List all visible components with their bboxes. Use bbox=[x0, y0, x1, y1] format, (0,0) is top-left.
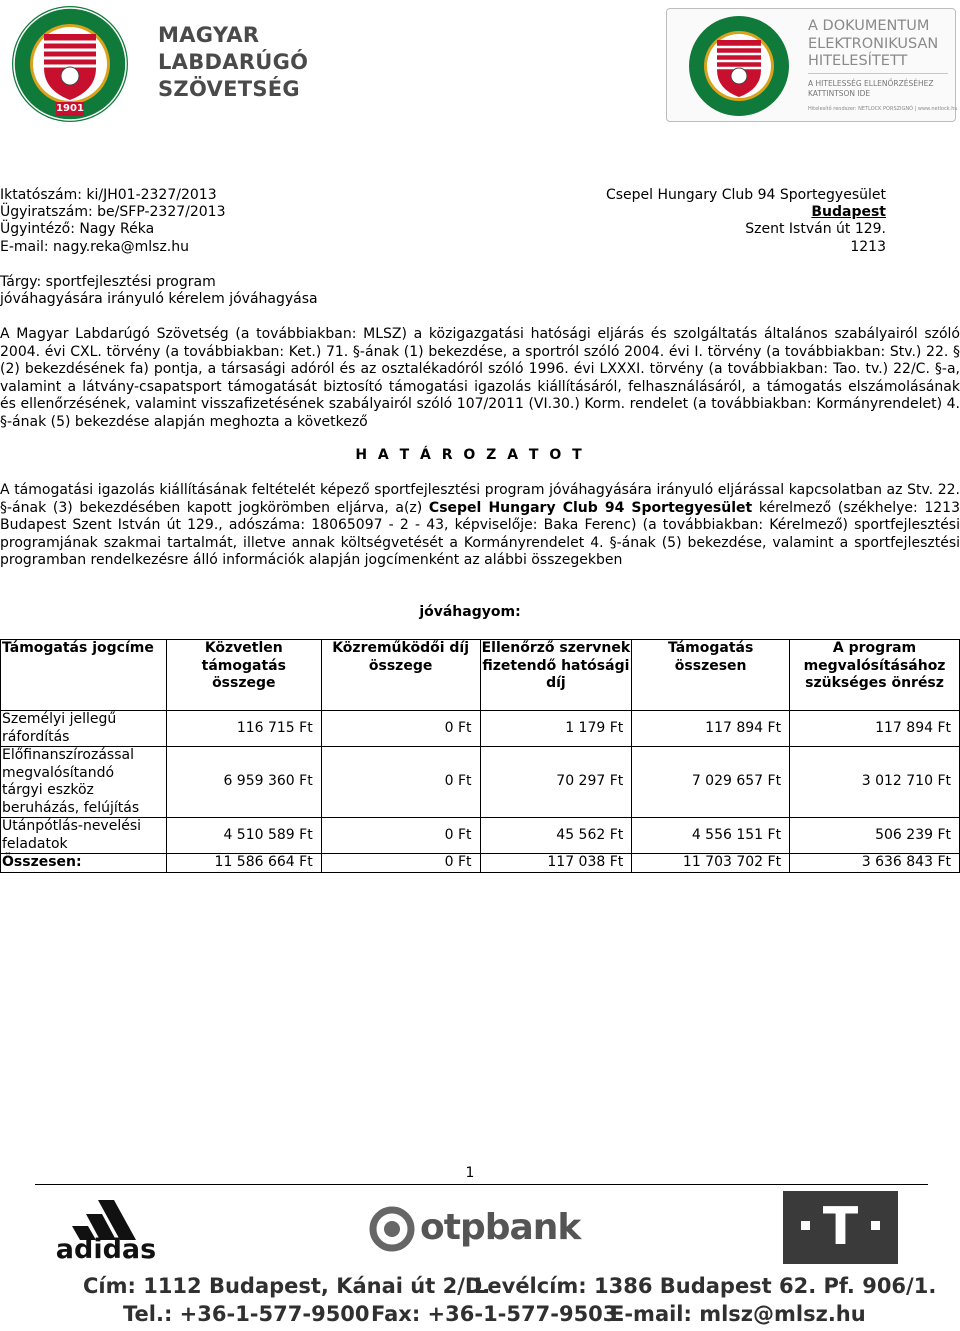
table-cell: 0 Ft bbox=[321, 711, 480, 747]
telekom-t-icon: T bbox=[822, 1197, 859, 1257]
stamp-check-link[interactable] bbox=[808, 79, 934, 99]
table-cell: 0 Ft bbox=[321, 747, 480, 818]
recipient-city: Budapest bbox=[811, 204, 886, 220]
stamp-line: HITELESÍTETT bbox=[808, 53, 908, 69]
recipient-name: Csepel Hungary Club 94 Sportegyesület bbox=[605, 187, 886, 203]
table-cell: 11 586 664 Ft bbox=[166, 854, 321, 873]
approve-label: jóváhagyom: bbox=[419, 604, 521, 620]
decision-text: A támogatási igazolás kiállításának feltételét képező sportfejlesztési program jóváhagyására irányuló eljárással kapcsolatban az Stv. 22. §-ának (3) bekezdésében kapott jogkörömben eljárva, a(z) bbox=[0, 482, 960, 516]
telekom-logo bbox=[783, 1191, 898, 1264]
table-cell: Személyi jellegű ráfordítás bbox=[1, 711, 167, 747]
table-header: Ellenőrző szervnek fizetendő hatósági díj bbox=[480, 640, 632, 711]
footer-divider bbox=[35, 1184, 928, 1185]
table-cell: 45 562 Ft bbox=[480, 818, 632, 854]
table-header-row bbox=[1, 640, 960, 711]
table-cell: Összesen: bbox=[1, 854, 167, 873]
stamp-line: A DOKUMENTUM bbox=[808, 18, 930, 34]
footer-tel: Tel.: +36-1-577-9500 bbox=[123, 1302, 370, 1326]
grant-table bbox=[0, 639, 960, 873]
decision-text: kérelmező (székhelye: 1213 Budapest Szent István út 129., adószáma: 18065097 - 2 - 43, képviselője: Baka Ferenc) (a továbbiakban: Kérelmező) sportfejlesztési programjának szakmai tartalmát, illetve annak költségvetését a Kormányrendelet 4. §-ának (5) bekezdése, valamint a sportfejlesztési programban rendelkezésre álló információk alapján jogcímenként az alábbi összegekben bbox=[0, 499, 960, 568]
filing-number: Iktatószám: ki/JH01-2327/2013 bbox=[0, 187, 217, 203]
table-header: A program megvalósításához szükséges önrész bbox=[790, 640, 960, 711]
table-cell: 3 012 710 Ft bbox=[790, 747, 960, 818]
footer-address: Cím: 1112 Budapest, Kánai út 2/D. bbox=[83, 1274, 491, 1298]
table-cell: 0 Ft bbox=[321, 818, 480, 854]
telekom-dot bbox=[871, 1221, 880, 1230]
intro-paragraph: A Magyar Labdarúgó Szövetség (a továbbiakban: MLSZ) a közigazgatási hatósági eljárás és szolgáltatás általános szabályairól szóló 2004. évi CXL. törvény (a továbbiakban: Ket.) 71. §-ának (1) bekezdése, a sportról szóló 2004. évi I. törvény (a továbbiakban: Stv.) 22. § (2) bekezdésének fa) pontja, a társasági adóról és az osztalékadóról szóló 1996. évi LXXXI. törvény (a továbbiakban: Tao. tv.) 22/C. §-a, valamint a látvány-csapatsport támogatását biztosító támogatási igazolás kiállításáról, felhasználásáról, a támogatás elszámolásának és ellenőrzésének, valamint visszafizetésének szabályairól szóló 107/2011 (VI.30.) Korm. rendelet (a továbbiakban: Kormányrendelet) 4. §-ának (5) bekezdése alapján meghozta a következő bbox=[0, 326, 960, 430]
subject-line-2: jóváhagyására irányuló kérelem jóváhagyása bbox=[0, 291, 318, 307]
stamp-crest-icon bbox=[683, 14, 795, 118]
page-number: 1 bbox=[465, 1165, 475, 1181]
table-cell: 70 297 Ft bbox=[480, 747, 632, 818]
stamp-check-line: KATTINTSON IDE bbox=[808, 89, 871, 98]
table-cell: 1 179 Ft bbox=[480, 711, 632, 747]
decision-paragraph bbox=[0, 482, 960, 570]
table-cell: 11 703 702 Ft bbox=[632, 854, 790, 873]
stamp-line: ELEKTRONIKUSAN bbox=[808, 35, 939, 52]
case-officer: Ügyintéző: Nagy Réka bbox=[0, 221, 155, 237]
table-header: Közvetlen támogatás összege bbox=[166, 640, 321, 711]
table-cell: Előfinanszírozással megvalósítandó tárgyi eszköz beruházás, felújítás bbox=[1, 747, 167, 818]
table-cell: 0 Ft bbox=[321, 854, 480, 873]
footer-email[interactable]: E-mail: mlsz@mlsz.hu bbox=[610, 1302, 866, 1326]
recipient-street: Szent István út 129. bbox=[745, 221, 886, 237]
otpbank-wordmark: otpbank bbox=[420, 1207, 581, 1248]
table-cell: Utánpótlás-nevelési feladatok bbox=[1, 818, 167, 854]
recipient-zip: 1213 bbox=[850, 239, 886, 255]
adidas-logo bbox=[50, 1190, 162, 1264]
table-cell: 117 894 Ft bbox=[632, 711, 790, 747]
case-number: Ügyiratszám: be/SFP-2327/2013 bbox=[0, 204, 226, 220]
table-total-row bbox=[1, 854, 960, 873]
decision-title: H A T Á R O Z A T O T bbox=[355, 447, 585, 463]
table-cell: 6 959 360 Ft bbox=[166, 747, 321, 818]
adidas-stripes-icon bbox=[50, 1190, 162, 1240]
mlsz-wordmark bbox=[158, 22, 308, 103]
telekom-dot bbox=[801, 1221, 810, 1230]
table-cell: 3 636 843 Ft bbox=[790, 854, 960, 873]
stamp-text bbox=[808, 18, 938, 71]
stamp-check-line: A HITELESSÉG ELLENŐRZÉSÉHEZ bbox=[808, 79, 934, 88]
table-cell: 4 556 151 Ft bbox=[632, 818, 790, 854]
stamp-footer: Hitelesítő rendszer: NETLOCK PORSZIGNÓ | www.netlock.hu bbox=[808, 106, 958, 112]
table-row bbox=[1, 711, 960, 747]
table-header: Támogatás összesen bbox=[632, 640, 790, 711]
table-row bbox=[1, 747, 960, 818]
table-cell: 4 510 589 Ft bbox=[166, 818, 321, 854]
logo-year: 1901 bbox=[56, 103, 84, 114]
footer-postal: Levélcím: 1386 Budapest 62. Pf. 906/1. bbox=[474, 1274, 937, 1298]
footer-fax: Fax: +36-1-577-9503 bbox=[371, 1302, 618, 1326]
stamp-divider bbox=[808, 73, 948, 74]
table-cell: 7 029 657 Ft bbox=[632, 747, 790, 818]
otp-swirl-icon bbox=[368, 1205, 416, 1253]
table-cell: 117 894 Ft bbox=[790, 711, 960, 747]
table-header: Támogatás jogcíme bbox=[1, 640, 167, 711]
table-cell: 506 239 Ft bbox=[790, 818, 960, 854]
wordmark-line: MAGYAR bbox=[158, 23, 260, 47]
otpbank-logo bbox=[368, 1205, 583, 1253]
adidas-wordmark: adidas bbox=[55, 1234, 157, 1265]
table-row bbox=[1, 818, 960, 854]
applicant-name: Csepel Hungary Club 94 Sportegyesület bbox=[428, 499, 753, 516]
table-cell: 117 038 Ft bbox=[480, 854, 632, 873]
subject-line-1: Tárgy: sportfejlesztési program bbox=[0, 274, 216, 290]
table-header: Közreműködői díj összege bbox=[321, 640, 480, 711]
wordmark-line: SZÖVETSÉG bbox=[158, 77, 300, 101]
officer-email[interactable]: E-mail: nagy.reka@mlsz.hu bbox=[0, 239, 190, 255]
table-cell: 116 715 Ft bbox=[166, 711, 321, 747]
wordmark-line: LABDARÚGÓ bbox=[158, 50, 309, 74]
